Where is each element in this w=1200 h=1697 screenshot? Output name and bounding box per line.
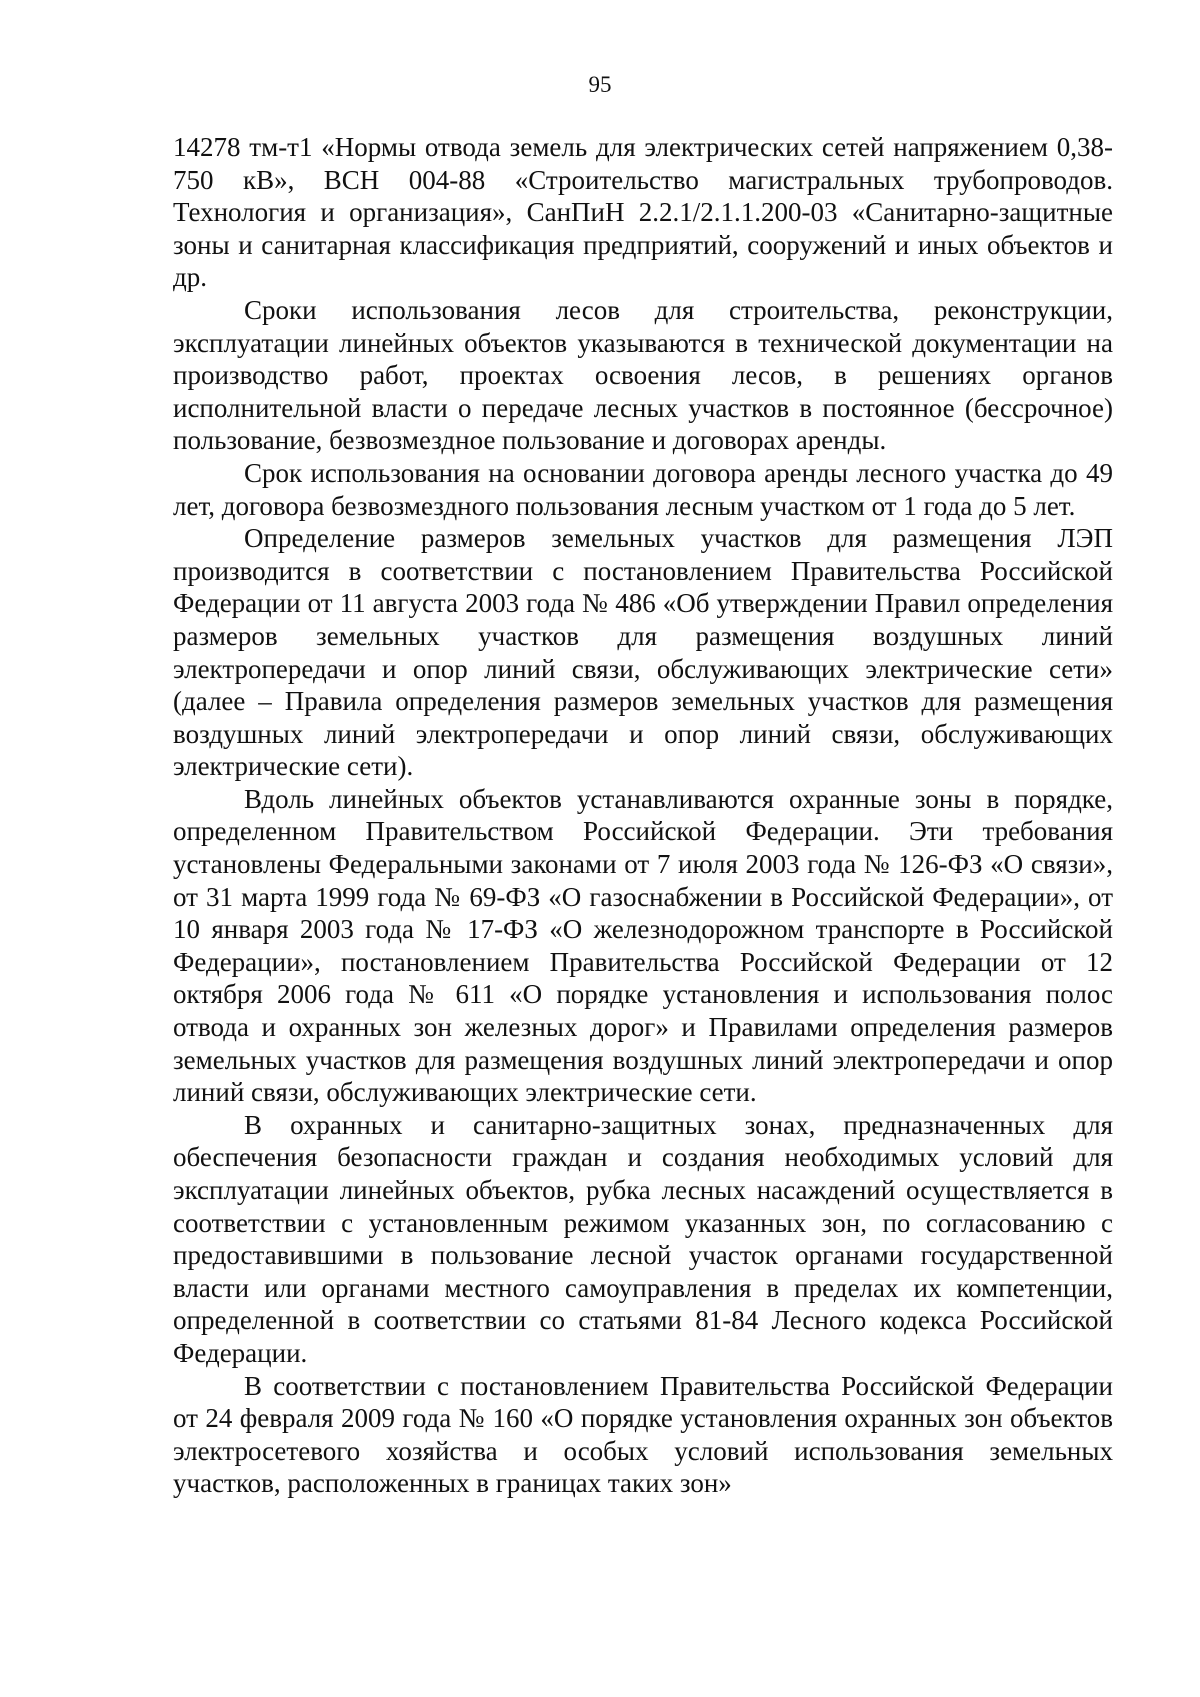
- paragraph-sanitary-zones-logging: В охранных и санитарно-защитных зонах, предназначенных для обеспечения безопасности граждан и создания необходимых условий для эксплуатации линейных объектов, рубка лесных насаждений осуществляется в соответствии с установленным режимом указанных зон, по согласованию с предоставившими в пользование лесной участок органами государственной власти или органами местного самоуправления в пределах их компетенции, определенной в соответствии со статьями 81-84 Лесного кодекса Российской Федерации.: [173, 1109, 1113, 1368]
- paragraph-power-line-land-size: Определение размеров земельных участков для размещения ЛЭП производится в соответствии с постановлением Правительства Российской Федерации от 11 августа 2003 года № 486 «Об утверждении Правил определения размеров земельных участков для размещения воздушных линий электропередачи и опор линий связи, обслуживающих электрические сети» (далее – Правила определения размеров земельных участков для размещения воздушных линий электропередачи и опор линий связи, обслуживающих электрические сети).: [173, 523, 1113, 782]
- paragraph-protection-zones: Вдоль линейных объектов устанавливаются охранные зоны в порядке, определенном Правительством Российской Федерации. Эти требования установлены Федеральными законами от 7 июля 2003 года № 126-ФЗ «О связи», от 31 марта 1999 года № 69-ФЗ «О газоснабжении в Российской Федерации», от 10 января 2003 года № 17-ФЗ «О железнодорожном транспорте в Российской Федерации», постановлением Правительства Российской Федерации от 12 октября 2006 года № 611 «О порядке установления и использования полос отвода и охранных зон железных дорог» и Правилами определения размеров земельных участков для размещения воздушных линий электропередачи и опор линий связи, обслуживающих электрические сети.: [173, 783, 1113, 1108]
- paragraph-continuation: 14278 тм-т1 «Нормы отвода земель для электрических сетей напряжением 0,38-750 кВ», ВСН 004-88 «Строительство магистральных трубопроводов. Технология и организация», СанПиН 2.2.1/2.1.1.200-03 «Санитарно-защитные зоны и санитарная классификация предприятий, сооружений и иных объектов и др.: [173, 132, 1113, 293]
- paragraph-lease-term: Срок использования на основании договора аренды лесного участка до 49 лет, договора безвозмездного пользования лесным участком от 1 года до 5 лет.: [173, 457, 1113, 521]
- paragraph-electric-grid-zones: В соответствии с постановлением Правительства Российской Федерации от 24 февраля 2009 года № 160 «О порядке установления охранных зон объектов электросетевого хозяйства и особых условий использования земельных участков, расположенных в границах таких зон»: [173, 1370, 1113, 1499]
- document-body: [173, 131, 1113, 1500]
- page-number: 95: [588, 72, 612, 97]
- paragraph-forest-use-terms: Сроки использования лесов для строительства, реконструкции, эксплуатации линейных объектов указываются в технической документации на производство работ, проектах освоения лесов, в решениях органов исполнительной власти о передаче лесных участков в постоянное (бессрочное) пользование, безвозмездное пользование и договорах аренды.: [173, 294, 1113, 456]
